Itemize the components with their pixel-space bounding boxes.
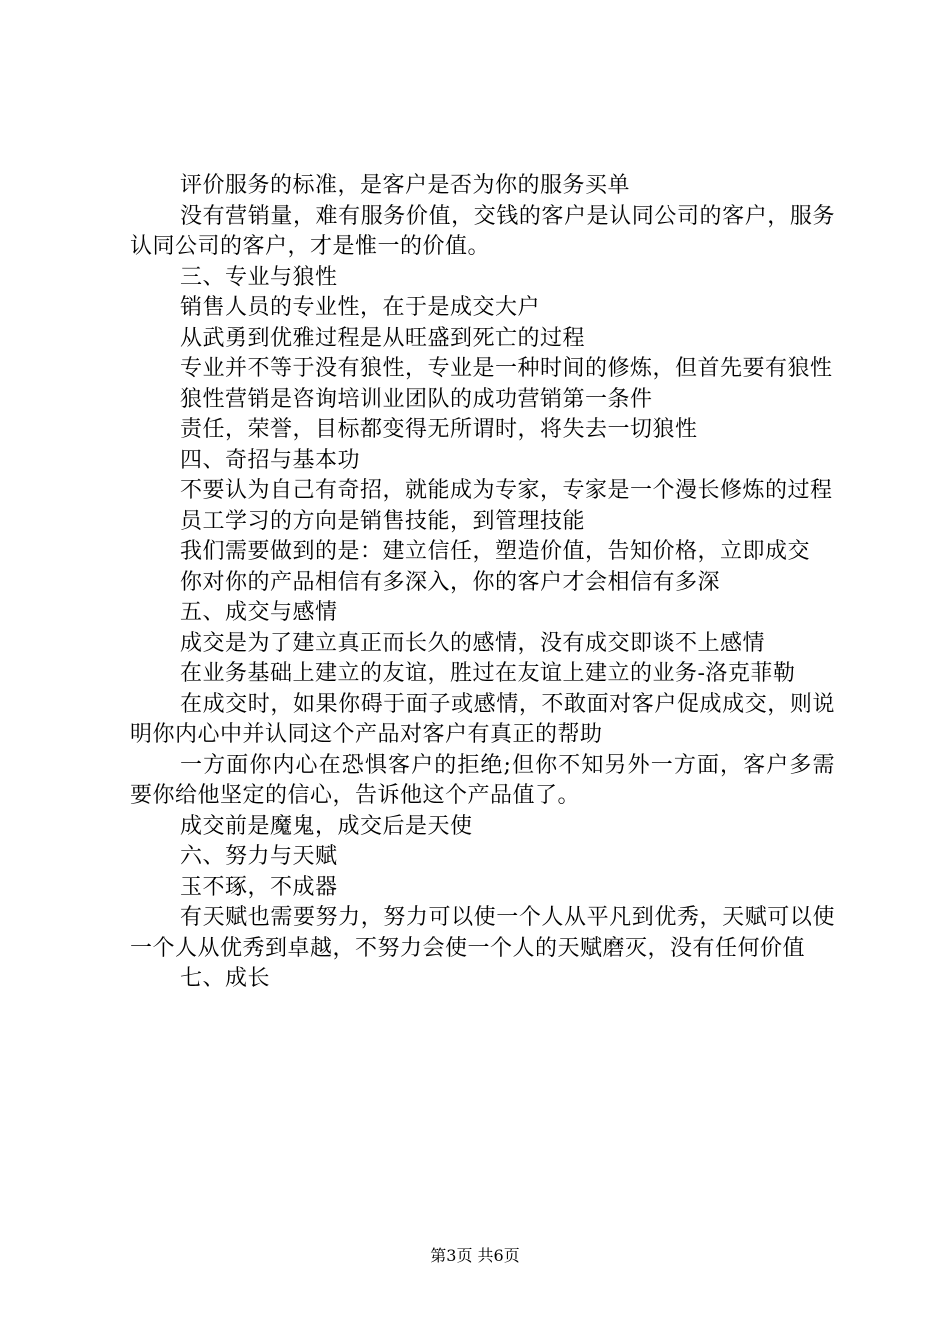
paragraph: 狼性营销是咨询培训业团队的成功营销第一条件: [180, 386, 653, 412]
paragraph: 专业并不等于没有狼性，专业是一种时间的修炼，但首先要有狼性: [180, 356, 833, 381]
paragraph: 责任，荣誉，目标都变得无所谓时，将失去一切狼性: [180, 417, 698, 442]
paragraph: 销售人员的专业性，在于是成交大户: [180, 295, 541, 320]
paragraph: 玉不琢，不成器: [180, 874, 338, 900]
section-heading: 四、奇招与基本功: [180, 447, 361, 473]
paragraph: 评价服务的标准，是客户是否为你的服务买单: [180, 173, 631, 198]
section-heading: 七、成长: [180, 966, 271, 991]
paragraph: 不要认为自己有奇招，就能成为专家，专家是一个漫长修炼的过程: [180, 478, 833, 503]
page-number: 第3页 共6页: [430, 1246, 520, 1265]
paragraph: 成交是为了建立真正而长久的感情，没有成交即谈不上感情: [180, 630, 766, 656]
paragraph: 有天赋也需要努力，努力可以使一个人从平凡到优秀，天赋可以使一个人从优秀到卓越，不努力会使一个人的天赋磨灭，没有任何价值: [130, 905, 835, 961]
paragraph: 成交前是魔鬼，成交后是天使: [180, 813, 473, 839]
section-heading: 六、努力与天赋: [180, 844, 338, 869]
paragraph: 一方面你内心在恐惧客户的拒绝;但你不知另外一方面，客户多需要你给他坚定的信心，告诉他这个产品值了。: [130, 752, 835, 808]
section-heading: 三、专业与狼性: [180, 264, 338, 290]
paragraph: 员工学习的方向是销售技能，到管理技能: [180, 508, 586, 534]
paragraph: 在成交时，如果你碍于面子或感情，不敢面对客户促成成交，则说明你内心中并认同这个产品对客户有真正的帮助: [130, 691, 835, 747]
paragraph: 你对你的产品相信有多深入，你的客户才会相信有多深: [180, 569, 721, 595]
paragraph: 在业务基础上建立的友谊，胜过在友谊上建立的业务-洛克菲勒: [180, 661, 796, 686]
paragraph: 从武勇到优雅过程是从旺盛到死亡的过程: [180, 325, 586, 351]
section-heading: 五、成交与感情: [180, 600, 338, 625]
paragraph: 没有营销量，难有服务价值，交钱的客户是认同公司的客户，服务认同公司的客户，才是惟一的价值。: [130, 203, 835, 259]
body-text: [130, 171, 835, 995]
paragraph: 我们需要做到的是：建立信任，塑造价值，告知价格，立即成交: [180, 539, 811, 564]
